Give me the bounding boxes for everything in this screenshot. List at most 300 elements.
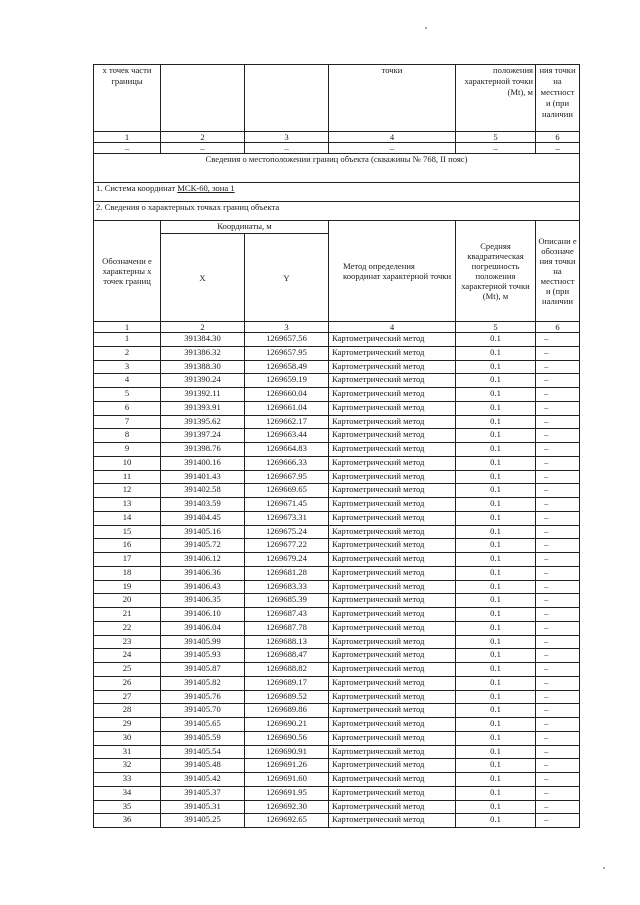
point-number: 8 (94, 429, 161, 443)
column-number: 1 (94, 132, 161, 143)
point-number: 2 (94, 346, 161, 360)
points-heading: 2. Сведения о характерных точках границ объекта (94, 202, 580, 221)
mean-error-cell: 0.1 (456, 429, 536, 443)
coordinate-y: 1269692.30 (245, 800, 329, 814)
point-number: 20 (94, 594, 161, 608)
empty-value-dash: – (536, 143, 580, 154)
point-number: 27 (94, 690, 161, 704)
coordinate-y: 1269689.17 (245, 676, 329, 690)
mean-error-cell: 0.1 (456, 470, 536, 484)
table-row (94, 484, 580, 498)
method-cell: Картометрический метод (329, 388, 456, 402)
coordinate-y: 1269690.21 (245, 718, 329, 732)
scan-speck (603, 867, 605, 869)
description-cell: – (536, 731, 580, 745)
mean-error-cell: 0.1 (456, 333, 536, 347)
coordinate-y: 1269659.19 (245, 374, 329, 388)
continued-col5-header: положения характерной точки (Mt), м (456, 65, 536, 132)
point-number: 23 (94, 635, 161, 649)
table-row (94, 759, 580, 773)
method-cell: Картометрический метод (329, 484, 456, 498)
coordinate-y: 1269691.26 (245, 759, 329, 773)
coordinate-y: 1269666.33 (245, 456, 329, 470)
point-number: 10 (94, 456, 161, 470)
mean-error-cell: 0.1 (456, 800, 536, 814)
description-cell: – (536, 333, 580, 347)
description-cell: – (536, 676, 580, 690)
column-number: 2 (161, 132, 245, 143)
coordinate-x: 391405.82 (161, 676, 245, 690)
empty-value-dash: – (94, 143, 161, 154)
point-number: 9 (94, 443, 161, 457)
description-cell: – (536, 484, 580, 498)
coordinate-y: 1269677.22 (245, 539, 329, 553)
method-cell: Картометрический метод (329, 553, 456, 567)
description-cell: – (536, 621, 580, 635)
continued-col2-header (161, 65, 245, 132)
method-cell: Картометрический метод (329, 360, 456, 374)
description-cell: – (536, 635, 580, 649)
table-row (94, 333, 580, 347)
coordinate-x: 391406.10 (161, 608, 245, 622)
description-cell: – (536, 346, 580, 360)
column-number: 4 (329, 322, 456, 333)
coordinate-y: 1269669.65 (245, 484, 329, 498)
point-number: 28 (94, 704, 161, 718)
table-row (94, 731, 580, 745)
coordinate-y: 1269661.04 (245, 401, 329, 415)
description-cell: – (536, 718, 580, 732)
mean-error-cell: 0.1 (456, 676, 536, 690)
mean-error-cell: 0.1 (456, 773, 536, 787)
point-number: 25 (94, 663, 161, 677)
coordinate-x: 391405.93 (161, 649, 245, 663)
column-number: 4 (329, 132, 456, 143)
point-number: 17 (94, 553, 161, 567)
point-number: 4 (94, 374, 161, 388)
header-description: Описани е обозначе ния точки на местност и (при наличии (536, 221, 580, 322)
table-row (94, 594, 580, 608)
method-cell: Картометрический метод (329, 374, 456, 388)
mean-error-cell: 0.1 (456, 566, 536, 580)
point-number: 29 (94, 718, 161, 732)
table-row (94, 704, 580, 718)
method-cell: Картометрический метод (329, 401, 456, 415)
table-row (94, 608, 580, 622)
coordinate-system-prefix: 1. Система координат (96, 183, 178, 193)
description-cell: – (536, 649, 580, 663)
coordinate-y: 1269673.31 (245, 511, 329, 525)
column-number: 2 (161, 322, 245, 333)
point-number: 35 (94, 800, 161, 814)
method-cell: Картометрический метод (329, 649, 456, 663)
coordinate-y: 1269689.86 (245, 704, 329, 718)
coordinate-y: 1269690.91 (245, 745, 329, 759)
description-cell: – (536, 401, 580, 415)
mean-error-cell: 0.1 (456, 690, 536, 704)
description-cell: – (536, 553, 580, 567)
point-number: 15 (94, 525, 161, 539)
table-row (94, 676, 580, 690)
coordinate-y: 1269688.82 (245, 663, 329, 677)
coordinate-x: 391401.43 (161, 470, 245, 484)
coordinate-y: 1269679.24 (245, 553, 329, 567)
coordinate-x: 391406.43 (161, 580, 245, 594)
coordinate-y: 1269667.95 (245, 470, 329, 484)
coordinate-x: 391405.76 (161, 690, 245, 704)
coordinate-y: 1269688.13 (245, 635, 329, 649)
method-cell: Картометрический метод (329, 621, 456, 635)
mean-error-cell: 0.1 (456, 539, 536, 553)
point-number: 7 (94, 415, 161, 429)
table-row (94, 718, 580, 732)
mean-error-cell: 0.1 (456, 456, 536, 470)
table-row (94, 443, 580, 457)
description-cell: – (536, 566, 580, 580)
coordinate-x: 391388.30 (161, 360, 245, 374)
mean-error-cell: 0.1 (456, 621, 536, 635)
method-cell: Картометрический метод (329, 731, 456, 745)
coordinate-y: 1269687.78 (245, 621, 329, 635)
point-number: 13 (94, 498, 161, 512)
description-cell: – (536, 759, 580, 773)
method-cell: Картометрический метод (329, 525, 456, 539)
coordinate-y: 1269685.39 (245, 594, 329, 608)
column-numbers-row (94, 322, 580, 333)
continued-col1-header: х точек части границы (94, 65, 161, 132)
column-number: 1 (94, 322, 161, 333)
method-cell: Картометрический метод (329, 333, 456, 347)
continued-header-row (94, 65, 580, 132)
description-cell: – (536, 498, 580, 512)
coordinate-y: 1269692.65 (245, 814, 329, 828)
coordinate-x: 391398.76 (161, 443, 245, 457)
mean-error-cell: 0.1 (456, 374, 536, 388)
method-cell: Картометрический метод (329, 443, 456, 457)
empty-value-dash: – (329, 143, 456, 154)
method-cell: Картометрический метод (329, 594, 456, 608)
coordinate-x: 391406.12 (161, 553, 245, 567)
method-cell: Картометрический метод (329, 456, 456, 470)
point-number: 26 (94, 676, 161, 690)
method-cell: Картометрический метод (329, 635, 456, 649)
table-row (94, 539, 580, 553)
coordinate-x: 391405.31 (161, 800, 245, 814)
method-cell: Картометрический метод (329, 690, 456, 704)
point-number: 12 (94, 484, 161, 498)
table-row (94, 690, 580, 704)
coordinate-y: 1269688.47 (245, 649, 329, 663)
coordinate-y: 1269690.56 (245, 731, 329, 745)
table-row (94, 346, 580, 360)
coordinate-x: 391405.59 (161, 731, 245, 745)
mean-error-cell: 0.1 (456, 484, 536, 498)
coordinate-y: 1269681.28 (245, 566, 329, 580)
mean-error-cell: 0.1 (456, 511, 536, 525)
coordinate-x: 391397.24 (161, 429, 245, 443)
table-row (94, 401, 580, 415)
mean-error-cell: 0.1 (456, 553, 536, 567)
description-cell: – (536, 814, 580, 828)
coordinate-x: 391392.11 (161, 388, 245, 402)
table-row (94, 498, 580, 512)
description-cell: – (536, 388, 580, 402)
header-y: Y (245, 234, 329, 322)
main-header-row (94, 221, 580, 234)
method-cell: Картометрический метод (329, 745, 456, 759)
point-number: 34 (94, 786, 161, 800)
point-number: 33 (94, 773, 161, 787)
point-number: 3 (94, 360, 161, 374)
table-row (94, 786, 580, 800)
point-number: 32 (94, 759, 161, 773)
coordinate-x: 391400.16 (161, 456, 245, 470)
point-number: 5 (94, 388, 161, 402)
method-cell: Картометрический метод (329, 786, 456, 800)
coordinate-y: 1269663.44 (245, 429, 329, 443)
coordinate-y: 1269657.56 (245, 333, 329, 347)
mean-error-cell: 0.1 (456, 731, 536, 745)
coordinate-x: 391405.16 (161, 525, 245, 539)
header-method: Метод определения координат характерной точки (329, 221, 456, 322)
description-cell: – (536, 663, 580, 677)
header-coordinates: Координаты, м (161, 221, 329, 234)
coordinate-y: 1269658.49 (245, 360, 329, 374)
description-cell: – (536, 539, 580, 553)
description-cell: – (536, 525, 580, 539)
scan-speck (425, 27, 427, 29)
mean-error-cell: 0.1 (456, 786, 536, 800)
coordinate-x: 391395.62 (161, 415, 245, 429)
coordinate-x: 391405.54 (161, 745, 245, 759)
method-cell: Картометрический метод (329, 539, 456, 553)
coordinate-y: 1269664.83 (245, 443, 329, 457)
method-cell: Картометрический метод (329, 580, 456, 594)
coordinate-y: 1269687.43 (245, 608, 329, 622)
description-cell: – (536, 690, 580, 704)
description-cell: – (536, 456, 580, 470)
description-cell: – (536, 415, 580, 429)
continued-column-numbers (94, 132, 580, 143)
mean-error-cell: 0.1 (456, 580, 536, 594)
continued-col4-header: точки (329, 65, 456, 132)
coordinate-x: 391402.58 (161, 484, 245, 498)
coordinate-x: 391405.37 (161, 786, 245, 800)
point-number: 19 (94, 580, 161, 594)
column-number: 3 (245, 322, 329, 333)
description-cell: – (536, 773, 580, 787)
mean-error-cell: 0.1 (456, 360, 536, 374)
mean-error-cell: 0.1 (456, 443, 536, 457)
table-row (94, 580, 580, 594)
description-cell: – (536, 608, 580, 622)
description-cell: – (536, 704, 580, 718)
coordinate-x: 391405.48 (161, 759, 245, 773)
method-cell: Картометрический метод (329, 498, 456, 512)
table-row (94, 553, 580, 567)
method-cell: Картометрический метод (329, 814, 456, 828)
continued-dash-row (94, 143, 580, 154)
coordinate-x: 391384.30 (161, 333, 245, 347)
point-number: 24 (94, 649, 161, 663)
coordinate-x: 391405.42 (161, 773, 245, 787)
mean-error-cell: 0.1 (456, 346, 536, 360)
table-row (94, 374, 580, 388)
table-row (94, 800, 580, 814)
description-cell: – (536, 470, 580, 484)
mean-error-cell: 0.1 (456, 594, 536, 608)
table-row (94, 415, 580, 429)
section-title-row (94, 154, 580, 183)
method-cell: Картометрический метод (329, 608, 456, 622)
mean-error-cell: 0.1 (456, 663, 536, 677)
mean-error-cell: 0.1 (456, 814, 536, 828)
method-cell: Картометрический метод (329, 663, 456, 677)
point-number: 31 (94, 745, 161, 759)
coordinate-y: 1269671.45 (245, 498, 329, 512)
coordinate-x: 391405.87 (161, 663, 245, 677)
mean-error-cell: 0.1 (456, 718, 536, 732)
empty-value-dash: – (456, 143, 536, 154)
method-cell: Картометрический метод (329, 704, 456, 718)
column-number: 6 (536, 132, 580, 143)
point-number: 30 (94, 731, 161, 745)
empty-value-dash: – (245, 143, 329, 154)
coordinate-y: 1269689.52 (245, 690, 329, 704)
coordinate-x: 391393.91 (161, 401, 245, 415)
mean-error-cell: 0.1 (456, 415, 536, 429)
mean-error-cell: 0.1 (456, 649, 536, 663)
mean-error-cell: 0.1 (456, 525, 536, 539)
mean-error-cell: 0.1 (456, 401, 536, 415)
coordinate-system-value: МСК-60, зона 1 (177, 183, 235, 193)
mean-error-cell: 0.1 (456, 745, 536, 759)
description-cell: – (536, 360, 580, 374)
table-row (94, 360, 580, 374)
mean-error-cell: 0.1 (456, 635, 536, 649)
point-number: 21 (94, 608, 161, 622)
coordinate-x: 391403.59 (161, 498, 245, 512)
header-mean-error: Средняя квадратическая погрешность положения характерной точки (Mt), м (456, 221, 536, 322)
description-cell: – (536, 511, 580, 525)
column-number: 3 (245, 132, 329, 143)
table-row (94, 745, 580, 759)
point-number: 36 (94, 814, 161, 828)
coordinate-x: 391405.99 (161, 635, 245, 649)
method-cell: Картометрический метод (329, 511, 456, 525)
section-title: Сведения о местоположении границ объекта (скважины № 768, II пояс) (94, 154, 580, 183)
table-row (94, 649, 580, 663)
mean-error-cell: 0.1 (456, 704, 536, 718)
column-number: 6 (536, 322, 580, 333)
mean-error-cell: 0.1 (456, 759, 536, 773)
coordinate-x: 391405.25 (161, 814, 245, 828)
column-number: 5 (456, 322, 536, 333)
point-number: 14 (94, 511, 161, 525)
description-cell: – (536, 786, 580, 800)
method-cell: Картометрический метод (329, 773, 456, 787)
table-row (94, 456, 580, 470)
points-heading-row (94, 202, 580, 221)
description-cell: – (536, 745, 580, 759)
method-cell: Картометрический метод (329, 415, 456, 429)
table-row (94, 566, 580, 580)
coordinate-x: 391405.72 (161, 539, 245, 553)
point-number: 6 (94, 401, 161, 415)
table-row (94, 511, 580, 525)
description-cell: – (536, 580, 580, 594)
coordinate-y: 1269657.95 (245, 346, 329, 360)
coordinate-system-row (94, 183, 580, 202)
point-number: 1 (94, 333, 161, 347)
coordinate-system (94, 183, 580, 202)
points-rows (94, 333, 580, 828)
method-cell: Картометрический метод (329, 800, 456, 814)
mean-error-cell: 0.1 (456, 498, 536, 512)
table-row (94, 663, 580, 677)
coordinate-x: 391405.70 (161, 704, 245, 718)
point-number: 22 (94, 621, 161, 635)
method-cell: Картометрический метод (329, 566, 456, 580)
coordinate-x: 391406.35 (161, 594, 245, 608)
coordinate-x: 391386.32 (161, 346, 245, 360)
coordinate-x: 391405.65 (161, 718, 245, 732)
mean-error-cell: 0.1 (456, 388, 536, 402)
coordinate-x: 391406.36 (161, 566, 245, 580)
coordinate-y: 1269662.17 (245, 415, 329, 429)
table-row (94, 773, 580, 787)
description-cell: – (536, 594, 580, 608)
point-number: 18 (94, 566, 161, 580)
table-row (94, 814, 580, 828)
method-cell: Картометрический метод (329, 759, 456, 773)
table-row (94, 525, 580, 539)
description-cell: – (536, 429, 580, 443)
point-number: 11 (94, 470, 161, 484)
description-cell: – (536, 800, 580, 814)
coordinate-y: 1269675.24 (245, 525, 329, 539)
continued-col3-header (245, 65, 329, 132)
table-row (94, 429, 580, 443)
boundary-points-table (93, 64, 580, 828)
header-point-designation: Обозначени е характерны х точек границ (94, 221, 161, 322)
column-number: 5 (456, 132, 536, 143)
coordinate-x: 391406.04 (161, 621, 245, 635)
coordinate-y: 1269660.04 (245, 388, 329, 402)
point-number: 16 (94, 539, 161, 553)
coordinate-x: 391404.45 (161, 511, 245, 525)
coordinate-y: 1269691.60 (245, 773, 329, 787)
method-cell: Картометрический метод (329, 346, 456, 360)
empty-value-dash: – (161, 143, 245, 154)
method-cell: Картометрический метод (329, 676, 456, 690)
mean-error-cell: 0.1 (456, 608, 536, 622)
method-cell: Картометрический метод (329, 718, 456, 732)
continued-col6-header: ния точки на местност и (при наличии (536, 65, 580, 132)
method-cell: Картометрический метод (329, 429, 456, 443)
table-row (94, 470, 580, 484)
header-x: X (161, 234, 245, 322)
table-row (94, 635, 580, 649)
table-row (94, 388, 580, 402)
table-row (94, 621, 580, 635)
coordinate-y: 1269683.33 (245, 580, 329, 594)
coordinate-y: 1269691.95 (245, 786, 329, 800)
coordinate-x: 391390.24 (161, 374, 245, 388)
method-cell: Картометрический метод (329, 470, 456, 484)
description-cell: – (536, 374, 580, 388)
description-cell: – (536, 443, 580, 457)
